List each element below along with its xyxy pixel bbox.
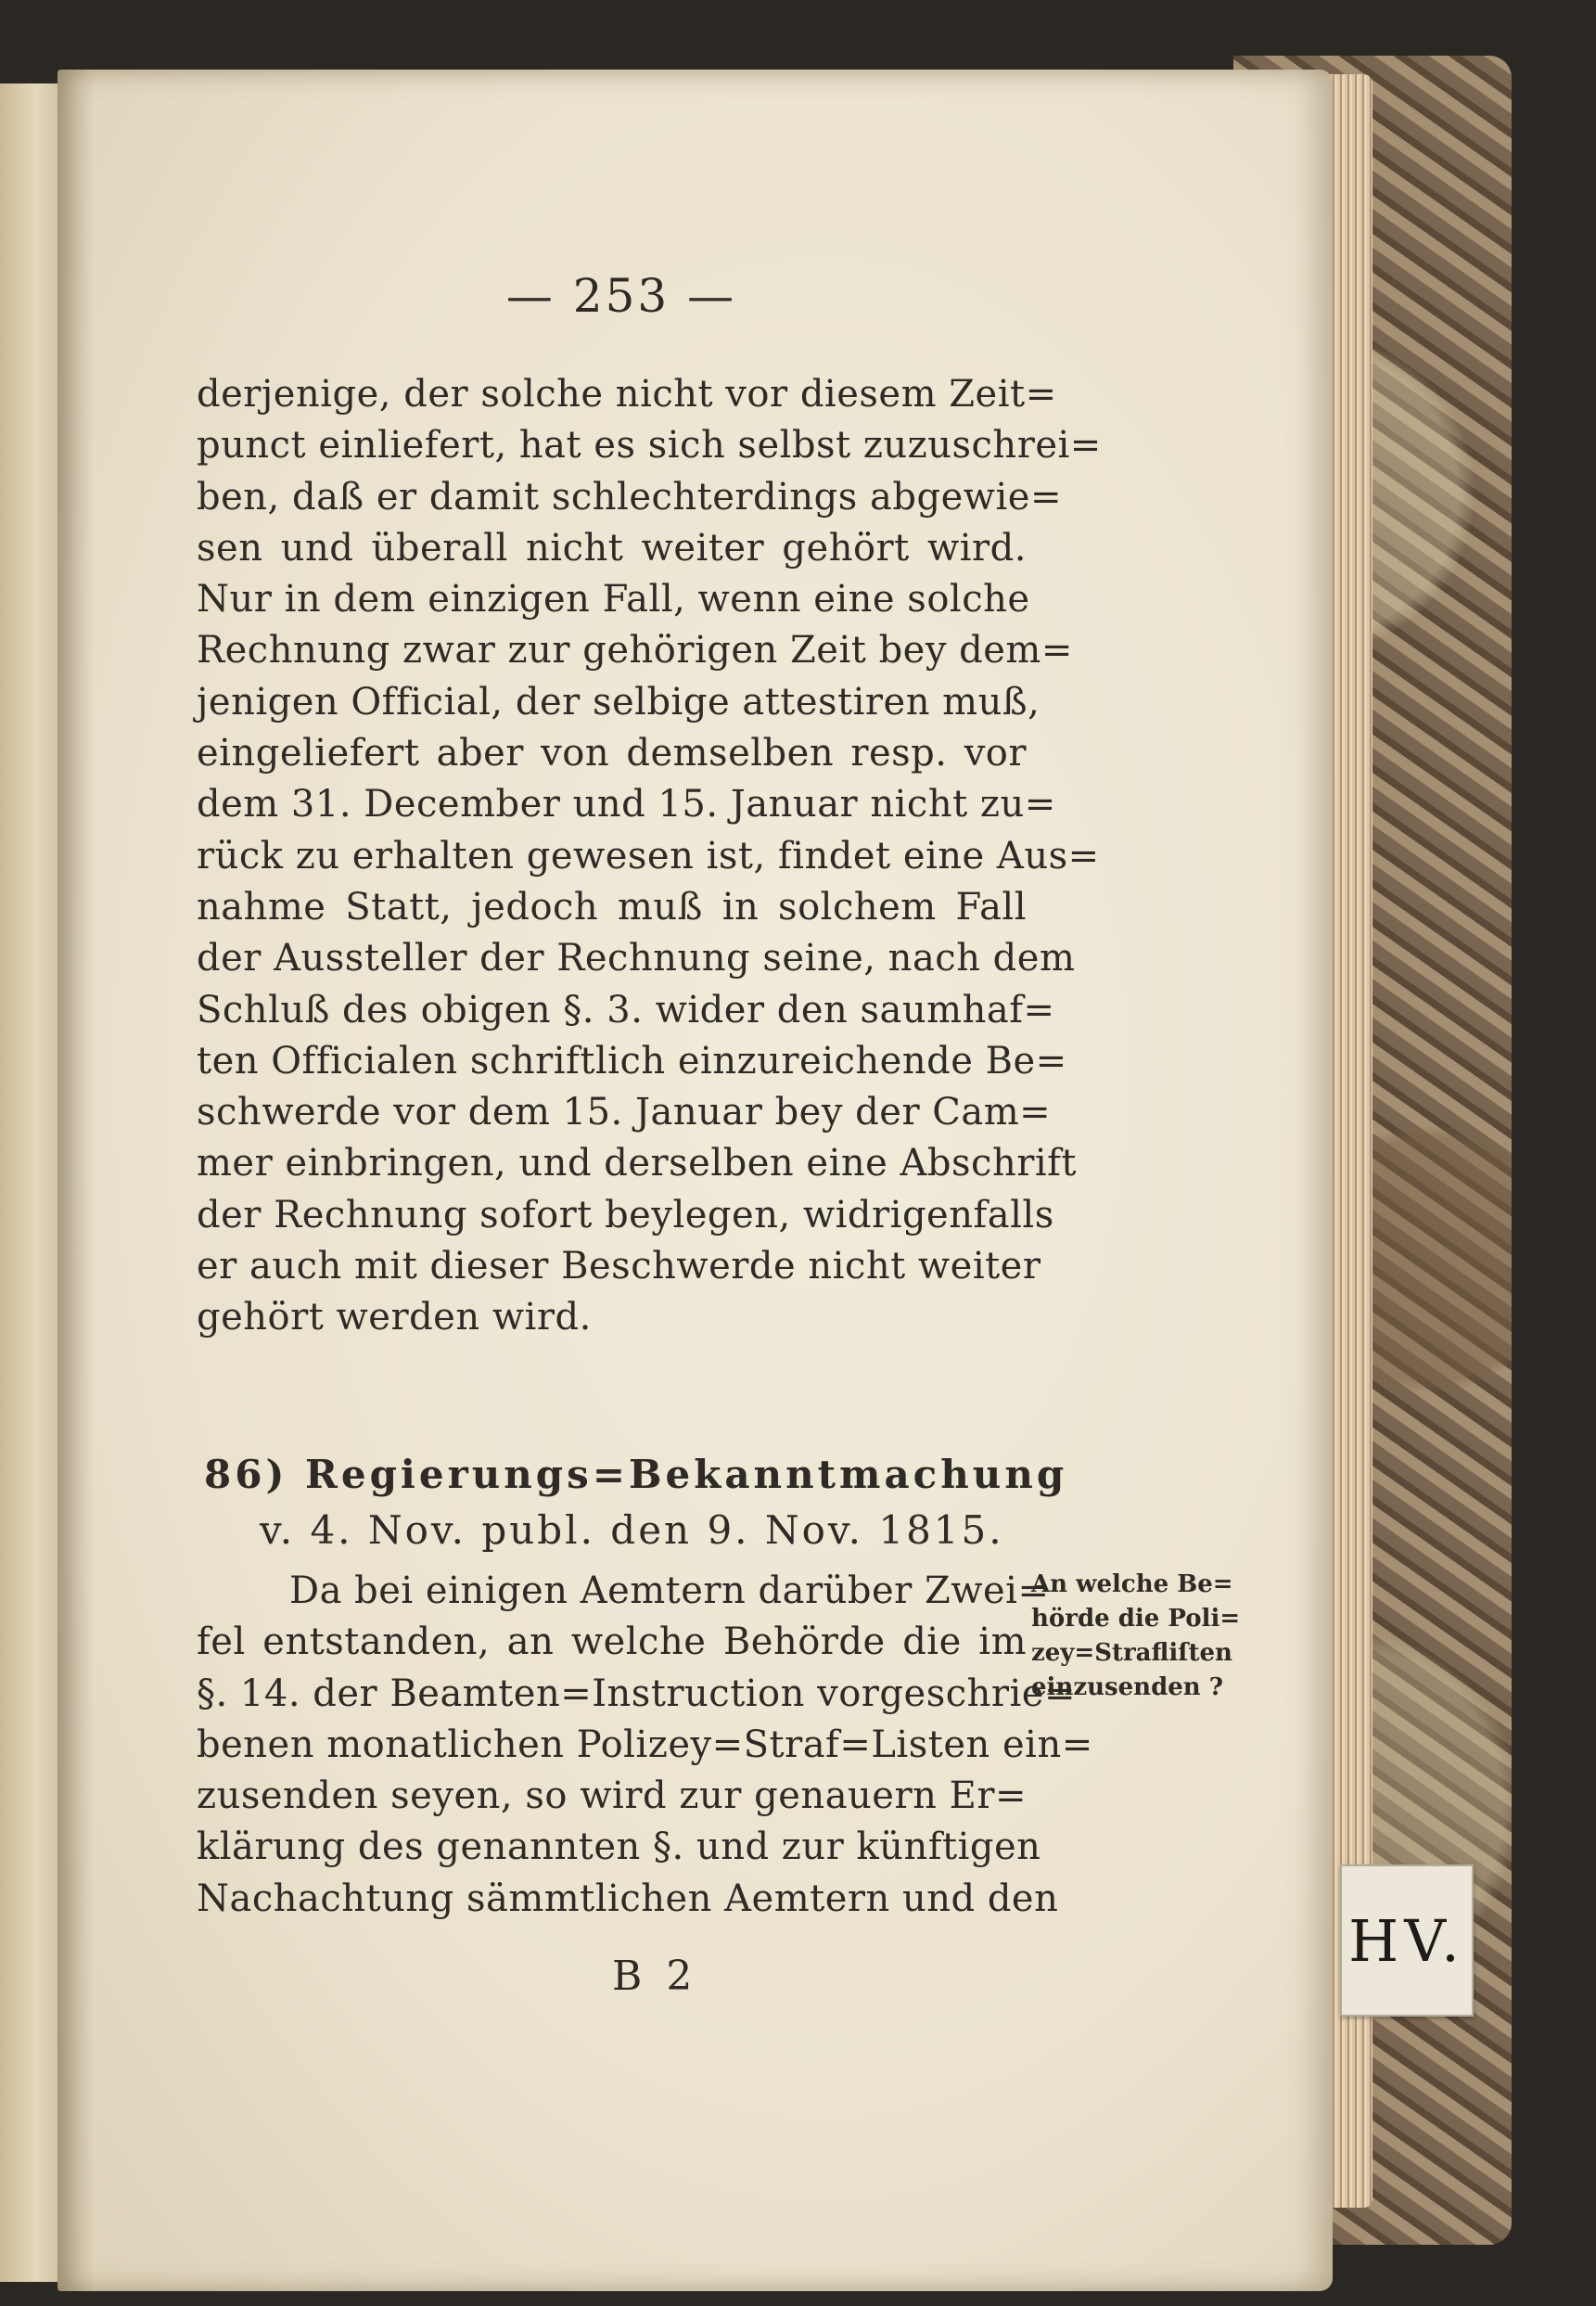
text-line: Nur in dem einzigen Fall, wenn eine solche [197, 578, 1030, 621]
marginal-line: An welche Be= [1031, 1570, 1233, 1598]
text-line: Rechnung zwar zur gehörigen Zeit bey dem= [197, 629, 1073, 673]
text-line: mer einbringen, und derselben eine Abschrift [197, 1142, 1077, 1185]
page-number: — 253 — [505, 269, 737, 323]
text-line: fel entstanden, an welche Behörde die im [197, 1621, 1027, 1664]
marginal-note [1031, 1568, 1249, 1705]
text-line: er auch mit dieser Beschwerde nicht weiter [197, 1245, 1041, 1288]
section-heading [204, 1447, 1068, 1558]
text-line: ten Officialen schriftlich einzureichende Be= [197, 1039, 1067, 1083]
text-line: gehört werden wird. [197, 1296, 592, 1339]
text-line: ben, daß er damit schlechterdings abgewie= [197, 475, 1062, 519]
section-date: v. 4. Nov. publ. den 9. Nov. 1815. [260, 1507, 1004, 1553]
paragraph-2 [197, 1566, 1093, 1925]
marginal-line: zey=Strafliſten [1031, 1639, 1232, 1667]
marginal-line: hörde die Poli= [1031, 1605, 1241, 1633]
text-line: der Aussteller der Rechnung seine, nach dem [197, 937, 1076, 980]
section-title: 86) Regierungs=Bekanntmachung [204, 1452, 1068, 1497]
text-line: benen monatlichen Polizey=Straf=Listen ein= [197, 1723, 1093, 1766]
paragraph-1 [197, 369, 1102, 1344]
text-line: Nachachtung sämmtlichen Aemtern und den [197, 1877, 1059, 1920]
text-line: Da bei einigen Aemtern darüber Zwei= [289, 1569, 1050, 1612]
text-line: jenigen Official, der selbige attestiren muß, [197, 680, 1041, 724]
text-line: Schluß des obigen §. 3. wider den saumhaf= [197, 988, 1055, 1031]
text-line: eingeliefert aber von demselben resp. vor [197, 732, 1027, 775]
text-line: der Rechnung sofort beylegen, widrigenfalls [197, 1193, 1054, 1236]
text-line: punct einliefert, hat es sich selbst zuzuschrei= [197, 424, 1102, 468]
text-line: sen und überall nicht weiter gehört wird. [197, 526, 1027, 570]
text-line: nahme Statt, jedoch muß in solchem Fall [197, 885, 1027, 929]
text-line: klärung des genannten §. und zur künftigen [197, 1826, 1041, 1869]
text-line: rück zu erhalten gewesen ist, findet eine Aus= [197, 834, 1100, 878]
text-line: zusenden seyen, so wird zur genauern Er= [197, 1774, 1027, 1818]
marginal-line: einzusenden ? [1031, 1673, 1223, 1701]
gutter-shadow [57, 70, 95, 2291]
text-line: §. 14. der Beamten=Instruction vorgeschrie= [197, 1672, 1076, 1715]
text-line: dem 31. December und 15. Januar nicht zu= [197, 783, 1056, 826]
text-line: schwerde vor dem 15. Januar bey der Cam= [197, 1091, 1052, 1134]
text-line: derjenige, der solche nicht vor diesem Zeit= [197, 373, 1057, 416]
shelf-label: HV. [1340, 1864, 1474, 2017]
signature-mark: B 2 [612, 1953, 698, 2000]
